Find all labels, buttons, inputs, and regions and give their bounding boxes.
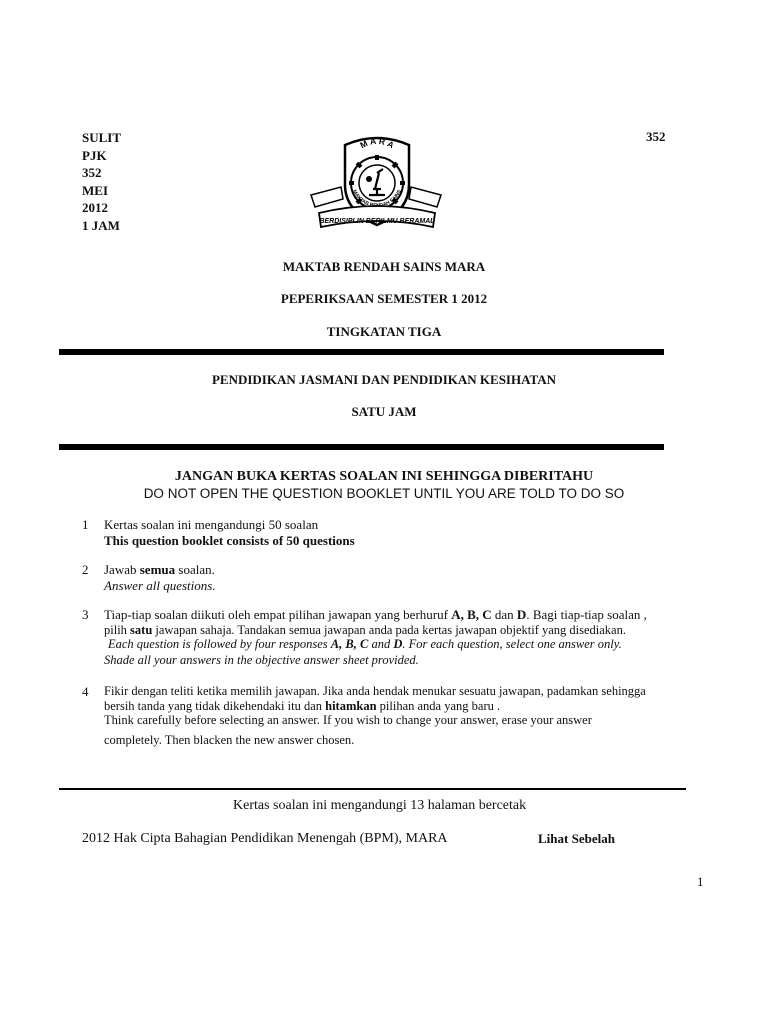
logo-motto: BERDISIPLIN BERILMU BERAMAL (319, 218, 435, 225)
header-line-month: MEI (82, 182, 108, 198)
duration-title: SATU JAM (351, 404, 417, 419)
instruction-3-english-line1: Each question is followed by four responses A, B, C and D. For each question, select one answer only. (108, 637, 622, 651)
instruction-1-english: This question booklet consists of 50 questions (104, 533, 355, 548)
instruction-3-english-line2: Shade all your answers in the objective answer sheet provided. (104, 653, 419, 667)
form-title: TINGKATAN TIGA (326, 324, 442, 339)
header-line-paper-number: 352 (82, 165, 102, 181)
instruction-4-malay-line2: bersih tanda yang tidak dikehendaki itu dan hitamkan pilihan anda yang baru . (104, 699, 501, 713)
instruction-2-number: 2 (82, 562, 89, 577)
logo-top-text: M A R A (358, 135, 396, 151)
institution-title: MAKTAB RENDAH SAINS MARA (282, 259, 486, 274)
instruction-1-number: 1 (82, 517, 89, 532)
subject-title: PENDIDIKAN JASMANI DAN PENDIDIKAN KESIHATAN (211, 372, 557, 387)
turn-over-label: Lihat Sebelah (538, 831, 615, 846)
footer-divider (59, 788, 686, 790)
instruction-4-english-line1: Think carefully before selecting an answer. If you wish to change your answer, erase your answer (104, 713, 592, 727)
instruction-2-english: Answer all questions. (104, 578, 216, 593)
header-line-year: 2012 (82, 200, 108, 216)
instruction-3-malay-line2: pilih satu jawapan sahaja. Tandakan semua jawapan anda pada kertas jawapan objektif yang disediakan. (104, 623, 626, 637)
warning-english: DO NOT OPEN THE QUESTION BOOKLET UNTIL YOU ARE TOLD TO DO SO (143, 486, 625, 501)
page-number: 1 (697, 874, 704, 889)
instruction-2-malay: Jawab semua soalan. (104, 562, 215, 577)
divider-bottom (59, 444, 664, 450)
copyright-line: 2012 Hak Cipta Bahagian Pendidikan Menengah (BPM), MARA (82, 831, 448, 846)
paper-code: 352 (646, 129, 666, 144)
instruction-3-number: 3 (82, 607, 89, 622)
mara-crest-logo (305, 133, 447, 233)
header-line-sulit: SULIT (82, 130, 122, 145)
header-line-duration: 1 JAM (82, 217, 120, 233)
instruction-4-number: 4 (82, 684, 89, 699)
divider-top (59, 349, 664, 355)
header-left-block (82, 129, 121, 235)
pages-note: Kertas soalan ini mengandungi 13 halaman bercetak (233, 798, 527, 813)
instruction-4-english-line2: completely. Then blacken the new answer chosen. (104, 733, 355, 747)
instruction-3-malay-line1: Tiap-tiap soalan diikuti oleh empat pilihan jawapan yang berhuruf A, B, C dan D. Bagi tiap-tiap soalan , (104, 607, 647, 622)
warning-malay: JANGAN BUKA KERTAS SOALAN INI SEHINGGA DIBERITAHU (174, 469, 594, 484)
instruction-1-malay: Kertas soalan ini mengandungi 50 soalan (104, 517, 319, 532)
logo-ring-text: MAKTAB RENDAH SAINS (351, 188, 403, 209)
exam-title: PEPERIKSAAN SEMESTER 1 2012 (280, 291, 488, 306)
header-line-subject-code: PJK (82, 147, 107, 163)
instruction-4-malay-line1: Fikir dengan teliti ketika memilih jawapan. Jika anda hendak menukar sesuatu jawapan, padamkan sehingga (104, 684, 646, 698)
